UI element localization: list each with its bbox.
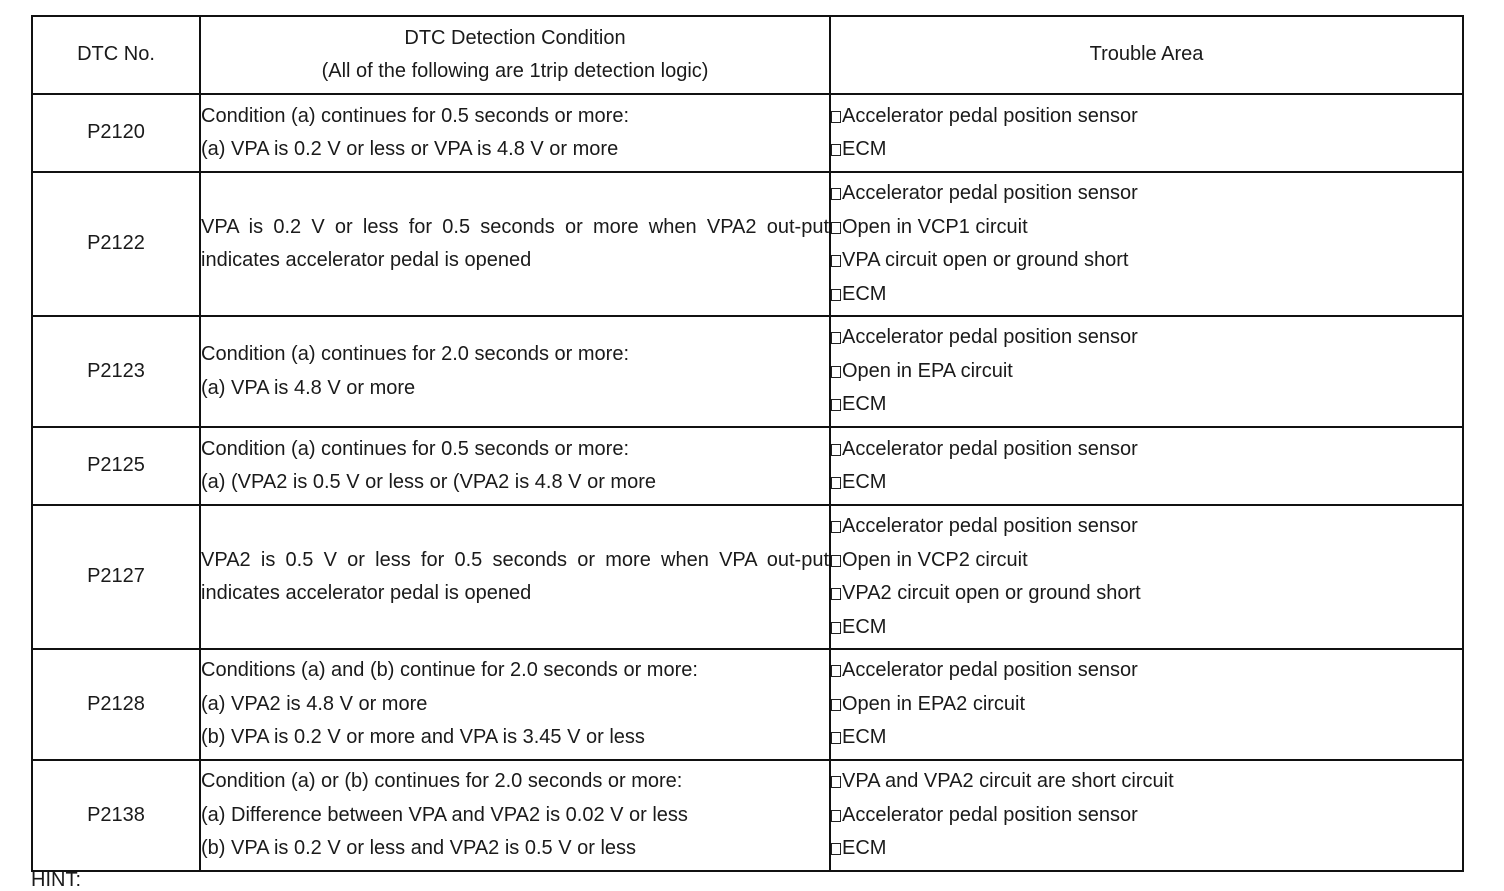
header-trouble-area: Trouble Area: [830, 16, 1463, 94]
detection-condition: [200, 94, 830, 172]
condition-line: (a) VPA is 4.8 V or more: [201, 376, 416, 399]
trouble-area-text: Accelerator pedal position sensor: [842, 326, 1138, 349]
condition-line: Condition (a) continues for 0.5 seconds or more:: [201, 437, 629, 460]
condition-line: Conditions (a) and (b) continue for 2.0 seconds or more:: [201, 659, 698, 682]
trouble-area-item: [831, 355, 1462, 389]
table-row: [32, 427, 1463, 505]
bullet-box-icon: [831, 399, 841, 411]
dtc-code: P2120: [32, 94, 200, 172]
bullet-box-icon: [831, 188, 841, 200]
bullet-box-icon: [831, 289, 841, 301]
condition-line: (a) Difference between VPA and VPA2 is 0.02 V or less: [201, 803, 688, 826]
trouble-area-item: [831, 721, 1462, 755]
trouble-area-item: [831, 433, 1462, 467]
bullet-box-icon: [831, 477, 841, 489]
trouble-area-item: [831, 654, 1462, 688]
condition-line: Condition (a) continues for 0.5 seconds or more:: [201, 104, 629, 127]
detection-condition: [200, 760, 830, 871]
trouble-area-text: Open in EPA circuit: [842, 359, 1013, 382]
detection-condition: [200, 172, 830, 316]
trouble-area-item: [831, 244, 1462, 278]
trouble-area-text: VPA and VPA2 circuit are short circuit: [842, 770, 1174, 793]
condition-line: (a) VPA2 is 4.8 V or more: [201, 692, 428, 715]
condition-line: Condition (a) continues for 2.0 seconds or more:: [201, 343, 629, 365]
trouble-area-text: Accelerator pedal position sensor: [842, 659, 1138, 682]
trouble-area-item: [831, 133, 1462, 167]
trouble-area-text: ECM: [842, 837, 887, 860]
dtc-code: P2125: [32, 427, 200, 505]
trouble-area-text: Accelerator pedal position sensor: [842, 104, 1138, 127]
trouble-area-text: Accelerator pedal position sensor: [842, 803, 1138, 826]
trouble-area-text: Open in VCP1 circuit: [842, 215, 1028, 238]
trouble-area-item: [831, 688, 1462, 722]
bullet-box-icon: [831, 332, 841, 344]
bullet-box-icon: [831, 699, 841, 711]
trouble-area-item: [831, 577, 1462, 611]
dtc-code: P2123: [32, 316, 200, 427]
condition-line: (a) (VPA2 is 0.5 V or less or (VPA2 is 4.8 V or more: [201, 471, 656, 493]
dtc-table: [31, 15, 1464, 872]
bullet-box-icon: [831, 521, 841, 533]
bullet-box-icon: [831, 444, 841, 456]
bullet-box-icon: [831, 732, 841, 744]
trouble-area-text: Accelerator pedal position sensor: [842, 182, 1138, 204]
trouble-area-item: [831, 611, 1462, 645]
bullet-box-icon: [831, 222, 841, 234]
trouble-area-item: [831, 799, 1462, 833]
bullet-box-icon: [831, 111, 841, 123]
trouble-area-text: ECM: [842, 282, 887, 305]
trouble-area: [830, 760, 1463, 871]
trouble-area-text: VPA2 circuit open or ground short: [842, 582, 1141, 604]
trouble-area: [830, 649, 1463, 760]
condition-text: VPA2 is 0.5 V or less for 0.5 seconds or more when VPA out-put indicates accelerator pedal is opened: [201, 548, 829, 604]
trouble-area: [830, 172, 1463, 316]
table-row: [32, 760, 1463, 871]
bullet-box-icon: [831, 144, 841, 156]
condition-line: (b) VPA is 0.2 V or more and VPA is 3.45 V or less: [201, 726, 645, 749]
trouble-area-text: Accelerator pedal position sensor: [842, 437, 1138, 460]
bullet-box-icon: [831, 776, 841, 788]
bullet-box-icon: [831, 622, 841, 634]
bullet-box-icon: [831, 588, 841, 600]
trouble-area-text: ECM: [842, 726, 887, 749]
detection-condition: [200, 505, 830, 649]
trouble-area-text: ECM: [842, 393, 887, 416]
condition-line: (a) VPA is 0.2 V or less or VPA is 4.8 V or more: [201, 138, 619, 160]
dtc-code: P2138: [32, 760, 200, 871]
table-row: [32, 649, 1463, 760]
trouble-area: [830, 316, 1463, 427]
bullet-box-icon: [831, 555, 841, 567]
trouble-area-item: [831, 321, 1462, 355]
trouble-area-text: Accelerator pedal position sensor: [842, 515, 1138, 537]
trouble-area-text: Open in VCP2 circuit: [842, 548, 1028, 571]
bullet-box-icon: [831, 810, 841, 822]
detection-condition: [200, 427, 830, 505]
header-condition-title: DTC Detection Condition: [404, 26, 626, 49]
detection-condition: [200, 316, 830, 427]
trouble-area-item: [831, 388, 1462, 422]
bullet-box-icon: [831, 843, 841, 855]
trouble-area: [830, 94, 1463, 172]
table-header: [32, 16, 1463, 94]
trouble-area: [830, 505, 1463, 649]
footer-hint-cut: HINT:: [31, 869, 81, 891]
trouble-area-item: [831, 832, 1462, 866]
bullet-box-icon: [831, 366, 841, 378]
table-row: [32, 505, 1463, 649]
dtc-code: P2122: [32, 172, 200, 316]
dtc-code: P2128: [32, 649, 200, 760]
table-row: [32, 94, 1463, 172]
header-dtc-no: DTC No.: [32, 16, 200, 94]
condition-line: (b) VPA is 0.2 V or less and VPA2 is 0.5 V or less: [201, 837, 637, 860]
trouble-area-text: ECM: [842, 615, 887, 638]
trouble-area-text: ECM: [842, 471, 887, 493]
table-row: [32, 172, 1463, 316]
table-body: [32, 94, 1463, 871]
trouble-area-text: VPA circuit open or ground short: [842, 249, 1129, 271]
condition-text: VPA is 0.2 V or less for 0.5 seconds or more when VPA2 out-put indicates accelerator pedal is opened: [201, 215, 829, 271]
trouble-area-item: [831, 278, 1462, 312]
trouble-area-item: [831, 765, 1462, 799]
trouble-area: [830, 427, 1463, 505]
trouble-area-item: [831, 100, 1462, 134]
trouble-area-item: [831, 177, 1462, 211]
header-condition-subtitle: (All of the following are 1trip detection logic): [321, 60, 709, 82]
trouble-area-item: [831, 510, 1462, 544]
bullet-box-icon: [831, 255, 841, 267]
trouble-area-item: [831, 466, 1462, 500]
table-row: [32, 316, 1463, 427]
dtc-code: P2127: [32, 505, 200, 649]
trouble-area-text: ECM: [842, 138, 887, 160]
trouble-area-text: Open in EPA2 circuit: [842, 692, 1026, 715]
bullet-box-icon: [831, 665, 841, 677]
trouble-area-item: [831, 211, 1462, 245]
trouble-area-item: [831, 544, 1462, 578]
condition-line: Condition (a) or (b) continues for 2.0 seconds or more:: [201, 770, 683, 793]
header-detection-condition: [200, 16, 830, 94]
detection-condition: [200, 649, 830, 760]
